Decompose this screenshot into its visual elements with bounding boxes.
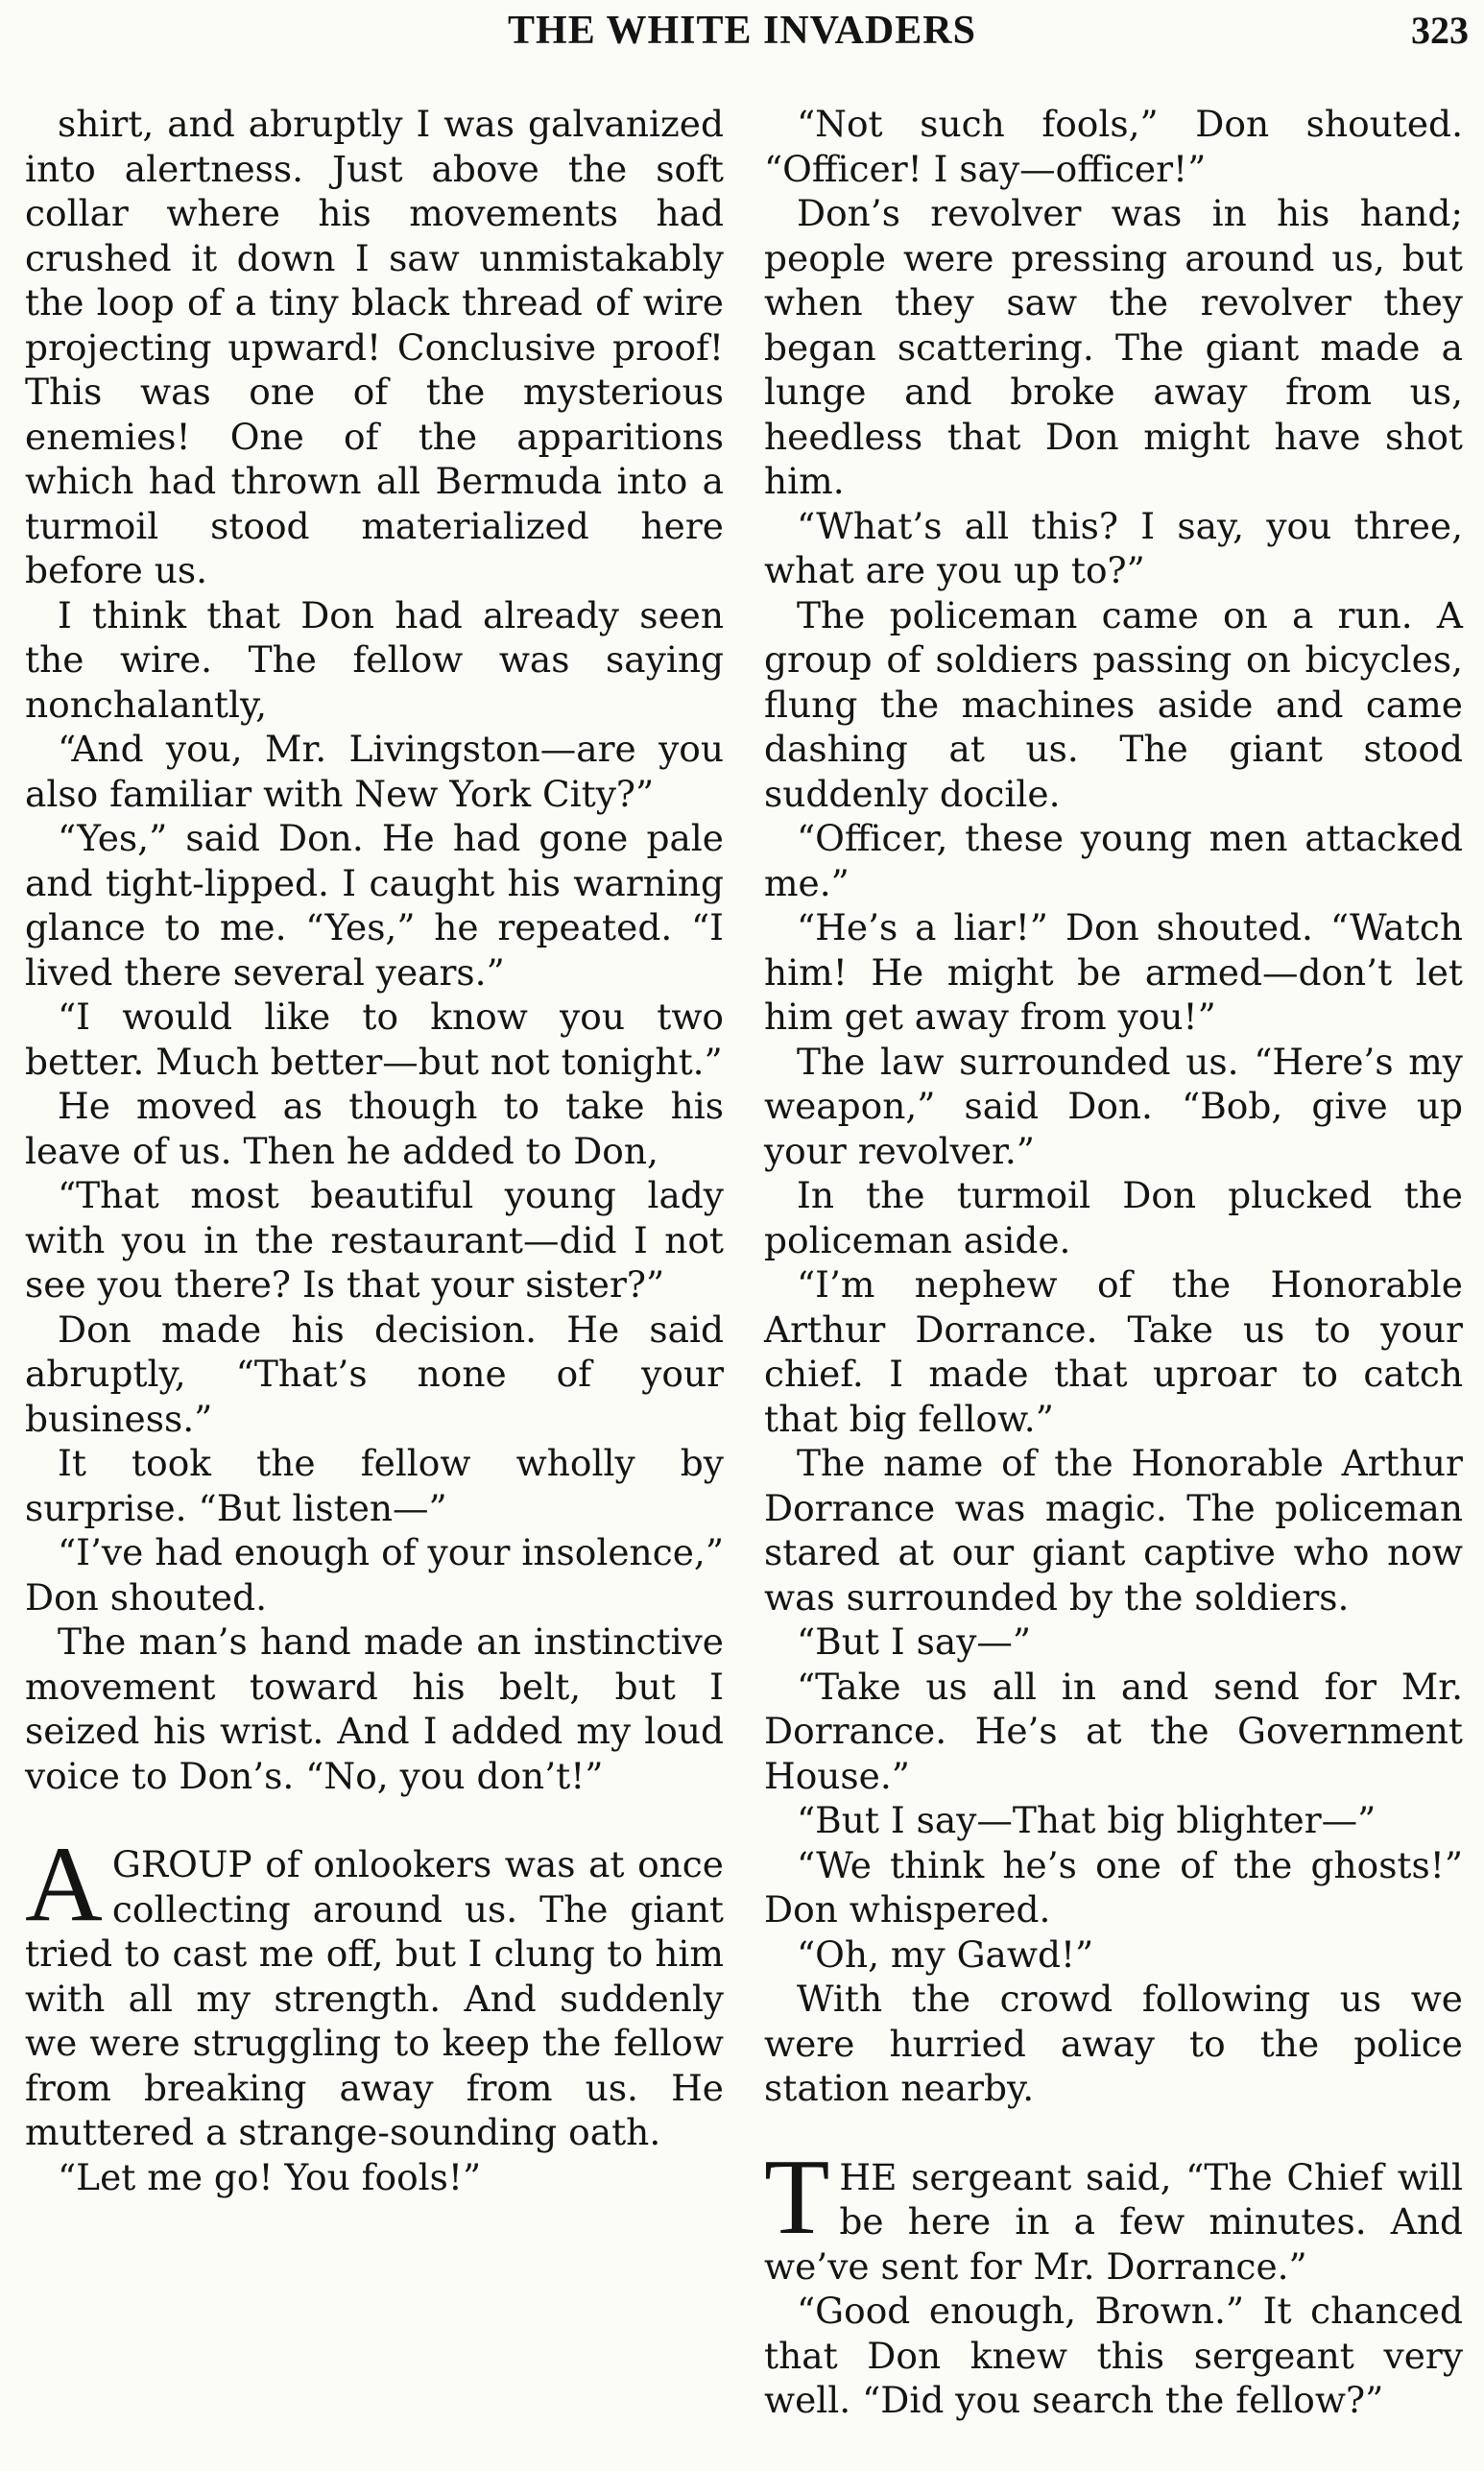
paragraph: “Good enough, Brown.” It chanced that Don knew this sergeant very well. “Did you search the fellow?” bbox=[764, 2290, 1463, 2421]
paragraph: The law surrounded us. “Here’s my weapon,” said Don. “Bob, give up your revolver.” bbox=[764, 1040, 1463, 1172]
paragraph: “That most beautiful young lady with you in the restaurant—did I not see you there? Is that your sister?” bbox=[25, 1174, 724, 1306]
paragraph: It took the fellow wholly by surprise. “But listen—” bbox=[25, 1442, 724, 1529]
paragraph: In the turmoil Don plucked the policeman aside. bbox=[764, 1174, 1463, 1261]
paragraph: “Officer, these young men attacked me.” bbox=[764, 817, 1463, 904]
paragraph: “I’ve had enough of your insolence,” Don shouted. bbox=[25, 1531, 724, 1619]
paragraph: I think that Don had already seen the wire. The fellow was saying nonchalantly, bbox=[25, 593, 724, 726]
paragraph: “He’s a liar!” Don shouted. “Watch him! He might be armed—don’t let him get away from you!” bbox=[764, 906, 1463, 1038]
paragraph: Don made his decision. He said abruptly, “That’s none of your business.” bbox=[25, 1307, 724, 1440]
paragraph: “But I say—” bbox=[797, 1620, 1032, 1663]
paragraph: “And you, Mr. Livingston—are you also familiar with New York City?” bbox=[25, 728, 724, 815]
paragraph: “I’m nephew of the Honorable Arthur Dorrance. Take us to your chief. I made that uproar to catch that big fellow.” bbox=[764, 1263, 1463, 1440]
section-start-paragraph bbox=[764, 2137, 1463, 2290]
paragraph: “I would like to know you two better. Much better—but not tonight.” bbox=[25, 996, 724, 1083]
page-header bbox=[0, 8, 1484, 61]
drop-cap: T bbox=[764, 2137, 830, 2257]
paragraph: “Let me go! You fools!” bbox=[58, 2155, 482, 2198]
left-column bbox=[25, 102, 724, 2199]
paragraph: He moved as though to take his leave of us. Then he added to Don, bbox=[25, 1085, 724, 1172]
paragraph-text: HE sergeant said, “The Chief will be here in a few minutes. And we’ve sent for Mr. Dorrance.” bbox=[764, 2155, 1463, 2288]
paragraph: “What’s all this? I say, you three, what are you up to?” bbox=[764, 504, 1463, 591]
paragraph: The name of the Honorable Arthur Dorrance was magic. The policeman stared at our giant captive who now was surrounded by the soldiers. bbox=[764, 1442, 1463, 1619]
paragraph: The man’s hand made an instinctive movement toward his belt, but I seized his wrist. And I added my loud voice to Don’s. “No, you don’t!” bbox=[25, 1620, 724, 1797]
paragraph-text: GROUP of onlookers was at once collecting around us. The giant tried to cast me off, but I clung to him with all my strength. And suddenly we were struggling to keep the fellow from breaking away from us. He muttered a strange-sounding oath. bbox=[25, 1843, 724, 2153]
paragraph: “We think he’s one of the ghosts!” Don whispered. bbox=[764, 1843, 1463, 1931]
paragraph: “Not such fools,” Don shouted. “Officer! I say—officer!” bbox=[764, 103, 1463, 190]
paragraph: shirt, and abruptly I was galvanized into alertness. Just above the soft collar where his movements had crushed it down I saw unmistakably the loop of a tiny black thread of wire projecting upward! Conclusive proof! This was one of the mysterious enemies! One of the apparitions which had thrown all Bermuda into a turmoil stood materialized here before us. bbox=[25, 103, 724, 591]
right-column bbox=[764, 102, 1463, 2423]
running-title: THE WHITE INVADERS bbox=[508, 9, 976, 53]
paragraph: With the crowd following us we were hurried away to the police station nearby. bbox=[764, 1978, 1463, 2109]
paragraph: “But I say—That big blighter—” bbox=[797, 1799, 1376, 1841]
paragraph: The policeman came on a run. A group of soldiers passing on bicycles, flung the machines aside and came dashing at us. The giant stood suddenly docile. bbox=[764, 593, 1463, 815]
page-number: 323 bbox=[1411, 9, 1469, 52]
drop-cap: A bbox=[25, 1825, 103, 1944]
section-start-paragraph bbox=[25, 1825, 724, 2155]
paragraph: Don’s revolver was in his hand; people were pressing around us, but when they saw the revolver they began scattering. The giant made a lunge and broke away from us, heedless that Don might have shot him. bbox=[764, 192, 1463, 502]
paragraph: “Yes,” said Don. He had gone pale and tight-lipped. I caught his warning glance to me. “Yes,” he repeated. “I lived there several years.” bbox=[25, 817, 724, 994]
paragraph: “Take us all in and send for Mr. Dorrance. He’s at the Government House.” bbox=[764, 1665, 1463, 1797]
paragraph: “Oh, my Gawd!” bbox=[797, 1932, 1094, 1976]
